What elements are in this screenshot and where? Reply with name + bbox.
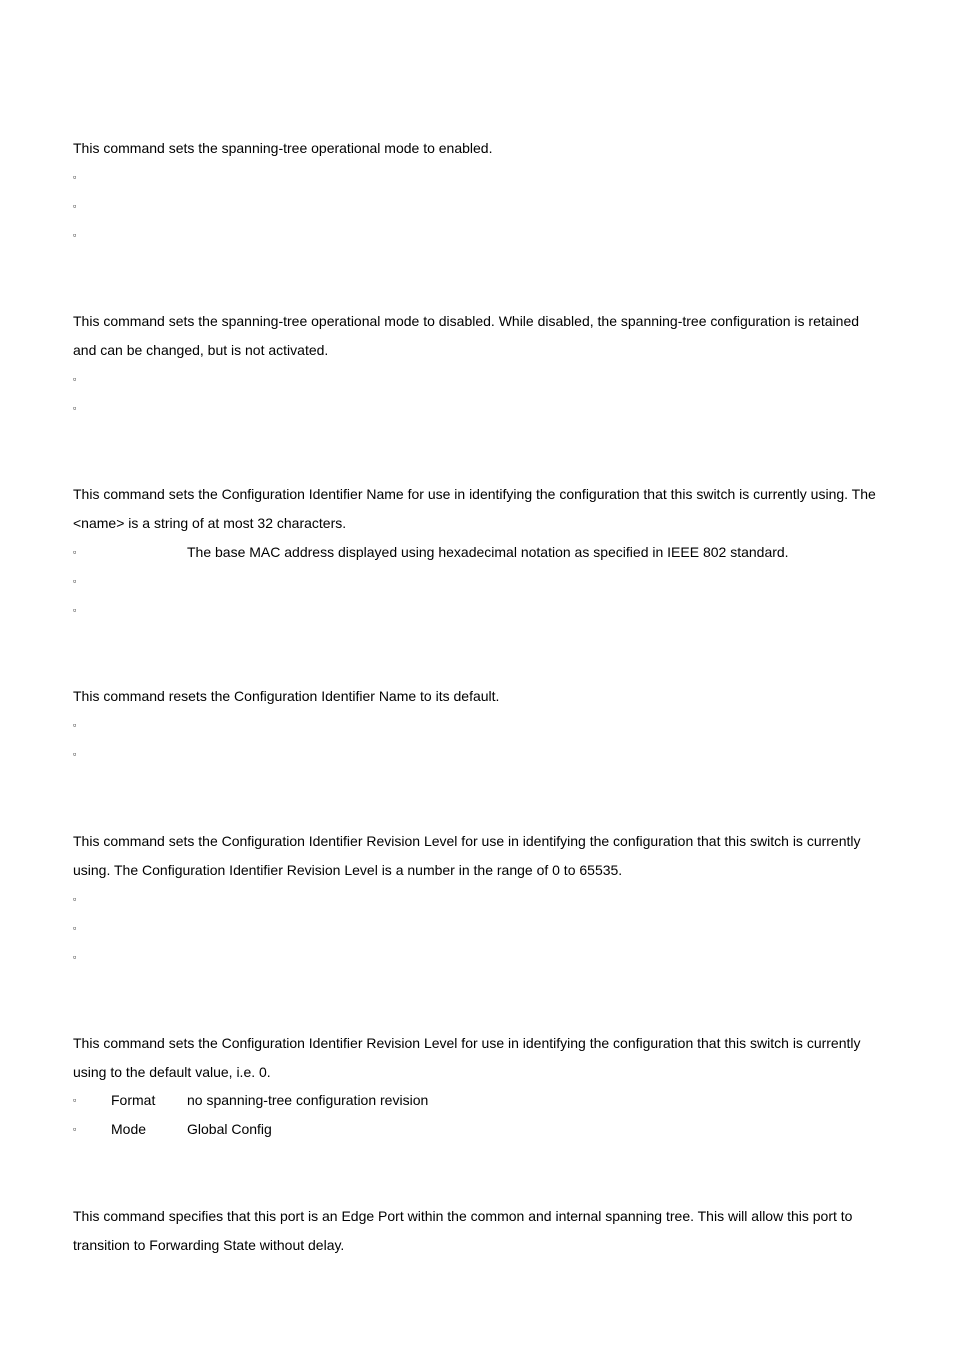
bullet-mark: ▫: [73, 605, 77, 615]
bullet-mark: ▫: [73, 923, 77, 933]
section-6-bullet-format: [73, 1090, 893, 1110]
section-4-bullet-2: [73, 744, 893, 764]
bullet-mark: ▫: [73, 201, 77, 211]
section-4-bullet-1: [73, 715, 893, 735]
bullet-mark: ▫: [73, 720, 77, 730]
bullet-mark: ▫: [73, 576, 77, 586]
section-3-bullet-1: [73, 542, 893, 562]
section-5-bullet-3: [73, 947, 893, 967]
bullet-value: Global Config: [187, 1121, 272, 1137]
bullet-mark: ▫: [73, 749, 77, 759]
section-6-description: This command sets the Configuration Identifier Revision Level for use in identifying the configuration that this switch is currently using to the default value, i.e. 0.: [73, 1035, 861, 1080]
bullet-mark: ▫: [73, 403, 77, 413]
section-4-description: This command resets the Configuration Identifier Name to its default.: [73, 688, 500, 704]
section-2-bullet-1: [73, 369, 893, 389]
section-3-description: This command sets the Configuration Identifier Name for use in identifying the configuration that this switch is currently using. The <name> is a string of at most 32 characters.: [73, 486, 876, 531]
bullet-value: no spanning-tree configuration revision: [187, 1092, 429, 1108]
bullet-mark: ▫: [73, 1124, 77, 1134]
section-1-bullet-1: [73, 167, 893, 187]
section-7-description: This command specifies that this port is an Edge Port within the common and internal spanning tree. This will allow this port to transition to Forwarding State without delay.: [73, 1208, 853, 1253]
bullet-mark: ▫: [73, 547, 77, 557]
bullet-mark: ▫: [73, 374, 77, 384]
section-3-bullet-3: [73, 600, 893, 620]
section-3-bullet-2: [73, 571, 893, 591]
section-2-description: This command sets the spanning-tree operational mode to disabled. While disabled, the spanning-tree configuration is retained and can be changed, but is not activated.: [73, 313, 860, 358]
bullet-value: The base MAC address displayed using hexadecimal notation as specified in IEEE 802 standard.: [187, 544, 789, 560]
section-1-bullet-3: [73, 225, 893, 245]
bullet-label: Format: [111, 1092, 156, 1108]
section-2-bullet-2: [73, 398, 893, 418]
section-6-bullet-mode: [73, 1119, 893, 1139]
bullet-mark: ▫: [73, 894, 77, 904]
bullet-mark: ▫: [73, 172, 77, 182]
bullet-label: Mode: [111, 1121, 147, 1137]
section-1-description: This command sets the spanning-tree operational mode to enabled.: [73, 140, 493, 156]
bullet-mark: ▫: [73, 230, 77, 240]
section-1-bullet-2: [73, 196, 893, 216]
bullet-mark: ▫: [73, 1095, 77, 1105]
section-5-description: This command sets the Configuration Identifier Revision Level for use in identifying the configuration that this switch is currently using. The Configuration Identifier Revision Level is a number in the range of 0 to 65535.: [73, 833, 861, 878]
section-5-bullet-2: [73, 918, 893, 938]
bullet-mark: ▫: [73, 952, 77, 962]
section-5-bullet-1: [73, 889, 893, 909]
